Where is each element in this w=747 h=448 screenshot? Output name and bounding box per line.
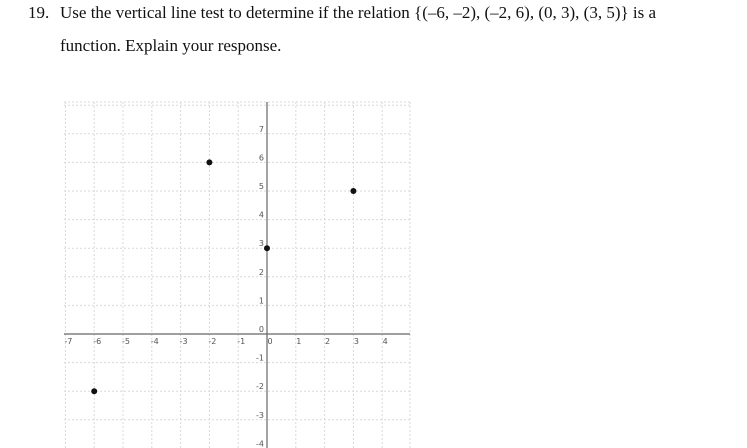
y-tick-label: -3 <box>256 410 264 420</box>
y-tick-label: 2 <box>258 267 264 277</box>
y-tick-label: 3 <box>258 239 264 249</box>
x-tick-label: 2 <box>325 337 331 346</box>
data-point <box>206 159 212 165</box>
x-tick-label: -2 <box>208 337 217 346</box>
question-text-continued: function. Explain your response. <box>60 36 282 55</box>
x-tick-label: 1 <box>296 337 302 346</box>
x-tick-label: -7 <box>64 337 73 346</box>
data-point <box>350 188 356 194</box>
data-point <box>91 388 97 394</box>
data-point <box>264 245 270 251</box>
y-tick-label: -4 <box>256 439 264 448</box>
question-number: 19. <box>28 3 50 22</box>
y-tick-label: 6 <box>258 153 264 163</box>
x-tick-label: 0 <box>267 337 273 346</box>
y-tick-label: 1 <box>258 296 264 306</box>
x-tick-label: -4 <box>150 337 159 346</box>
question-text: Use the vertical line test to determine if the relation {(–6, –2), (–2, 6), (0, 3), (3, 5)} is a <box>60 3 657 22</box>
x-tick-label: 4 <box>382 337 388 346</box>
x-tick-label: -1 <box>237 337 246 346</box>
y-tick-label: 0 <box>258 325 264 334</box>
y-tick-label: -1 <box>256 353 264 363</box>
y-tick-label: 4 <box>258 210 264 220</box>
y-tick-label: -2 <box>256 382 264 392</box>
x-tick-label: 3 <box>353 337 359 346</box>
x-tick-label: -6 <box>93 337 102 346</box>
y-tick-label: 5 <box>258 182 264 191</box>
x-tick-label: -5 <box>122 337 130 346</box>
y-tick-label: 7 <box>258 124 264 134</box>
x-tick-label: -3 <box>179 337 188 346</box>
